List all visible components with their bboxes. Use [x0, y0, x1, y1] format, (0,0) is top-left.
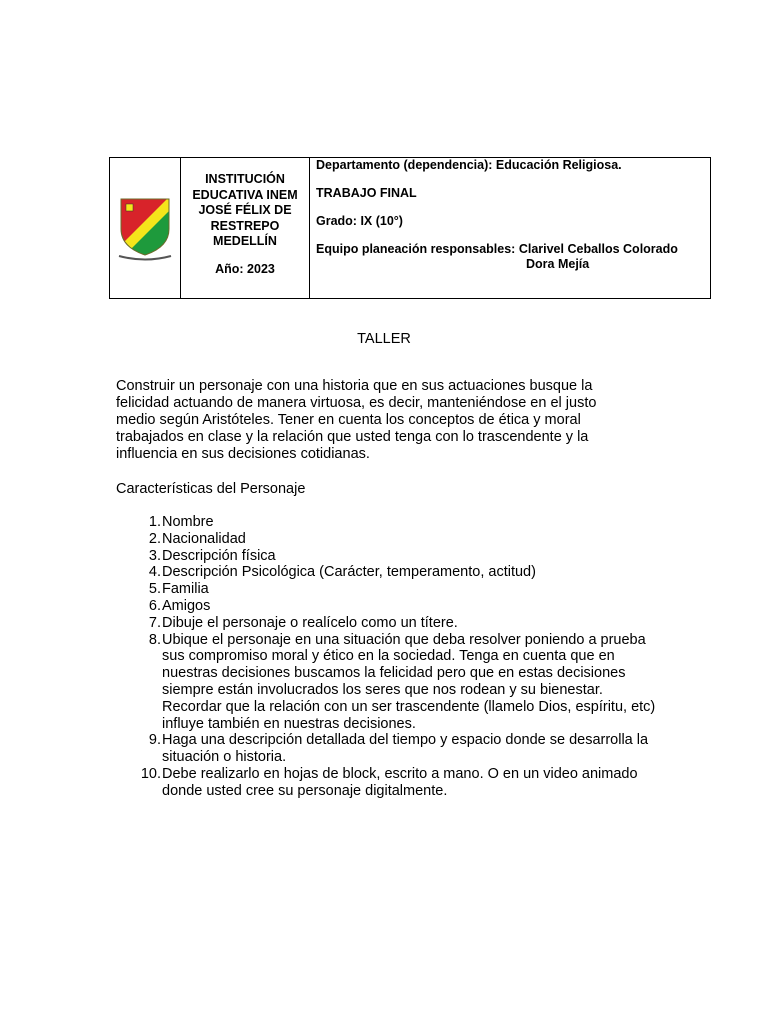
item-text: Descripción Psicológica (Carácter, temperamento, actitud) — [162, 564, 536, 581]
institution-line: EDUCATIVA INEM — [192, 187, 298, 202]
item-text: Debe realizarlo en hojas de block, escrito a mano. O en un video animado donde usted cree su personaje digitalmente. — [162, 765, 638, 799]
item-number: 7. — [148, 614, 161, 631]
institution-line: RESTREPO — [210, 218, 280, 233]
item-number: 8. — [148, 631, 161, 648]
characteristics-list — [116, 514, 656, 800]
list-item — [116, 598, 656, 615]
work-title: TRABAJO FINAL — [316, 186, 417, 200]
team-label: Equipo planeación responsables: Clarivel Ceballos Colorado — [316, 242, 678, 256]
item-number: 6. — [148, 597, 161, 614]
item-number: 5. — [148, 581, 161, 598]
list-item — [116, 732, 656, 766]
list-item — [116, 581, 656, 598]
year-label: Año: 2023 — [215, 261, 275, 276]
institution-line: JOSÉ FÉLIX DE — [198, 203, 292, 217]
item-text: Nombre — [162, 514, 214, 530]
info-cell — [310, 158, 711, 299]
item-text: Familia — [162, 581, 209, 598]
list-item — [116, 615, 656, 632]
item-text: Ubique el personaje en una situación que deba resolver poniendo a prueba sus compromiso moral y ético en la sociedad. Tenga en cuenta que en nuestras decisiones buscamos la felicidad pero que en estas decisiones siempre están involucrados los seres que nos rodean y su bienestar. Recordar que la relación con un ser trascendente (llamelo Dios, espíritu, etc) influye también en nuestras decisiones. — [162, 631, 656, 732]
item-number: 3. — [148, 547, 161, 564]
team-member-2: Dora Mejía — [526, 257, 590, 271]
item-number: 10. — [140, 765, 161, 782]
list-item — [116, 564, 656, 581]
school-shield-logo — [115, 193, 175, 263]
list-item — [116, 766, 656, 800]
department-label: Departamento (dependencia): Educación Religiosa. — [316, 158, 622, 172]
list-item — [116, 514, 656, 531]
institution-line: INSTITUCIÓN — [205, 172, 285, 186]
item-number: 9. — [148, 732, 161, 749]
item-text: Amigos — [162, 597, 211, 614]
item-number: 1. — [148, 514, 161, 530]
item-number: 4. — [148, 564, 161, 581]
header-table — [109, 157, 711, 299]
list-item — [116, 531, 656, 548]
item-number: 2. — [148, 530, 161, 547]
item-text: Descripción física — [162, 547, 276, 564]
item-text: Dibuje el personaje o realícelo como un títere. — [162, 614, 458, 631]
list-item — [116, 548, 656, 565]
section-subtitle: Características del Personaje — [116, 481, 306, 497]
institution-line: MEDELLÍN — [213, 234, 277, 248]
list-item — [116, 632, 656, 733]
intro-paragraph: Construir un personaje con una historia que en sus actuaciones busque la felicidad actuando de manera virtuosa, es decir, manteniéndose en el justo medio según Aristóteles. Tener en cuenta los conceptos de ética y moral trabajados en clase y la relación que usted tenga con lo trascendente y la influencia en sus decisiones cotidianas. — [116, 378, 597, 462]
logo-cell — [110, 158, 181, 299]
institution-cell — [181, 158, 310, 299]
grade-label: Grado: IX (10°) — [316, 214, 403, 228]
item-text: Nacionalidad — [162, 530, 246, 547]
page-title: TALLER — [357, 331, 411, 347]
item-text: Haga una descripción detallada del tiempo y espacio donde se desarrolla la situación o historia. — [162, 732, 649, 766]
